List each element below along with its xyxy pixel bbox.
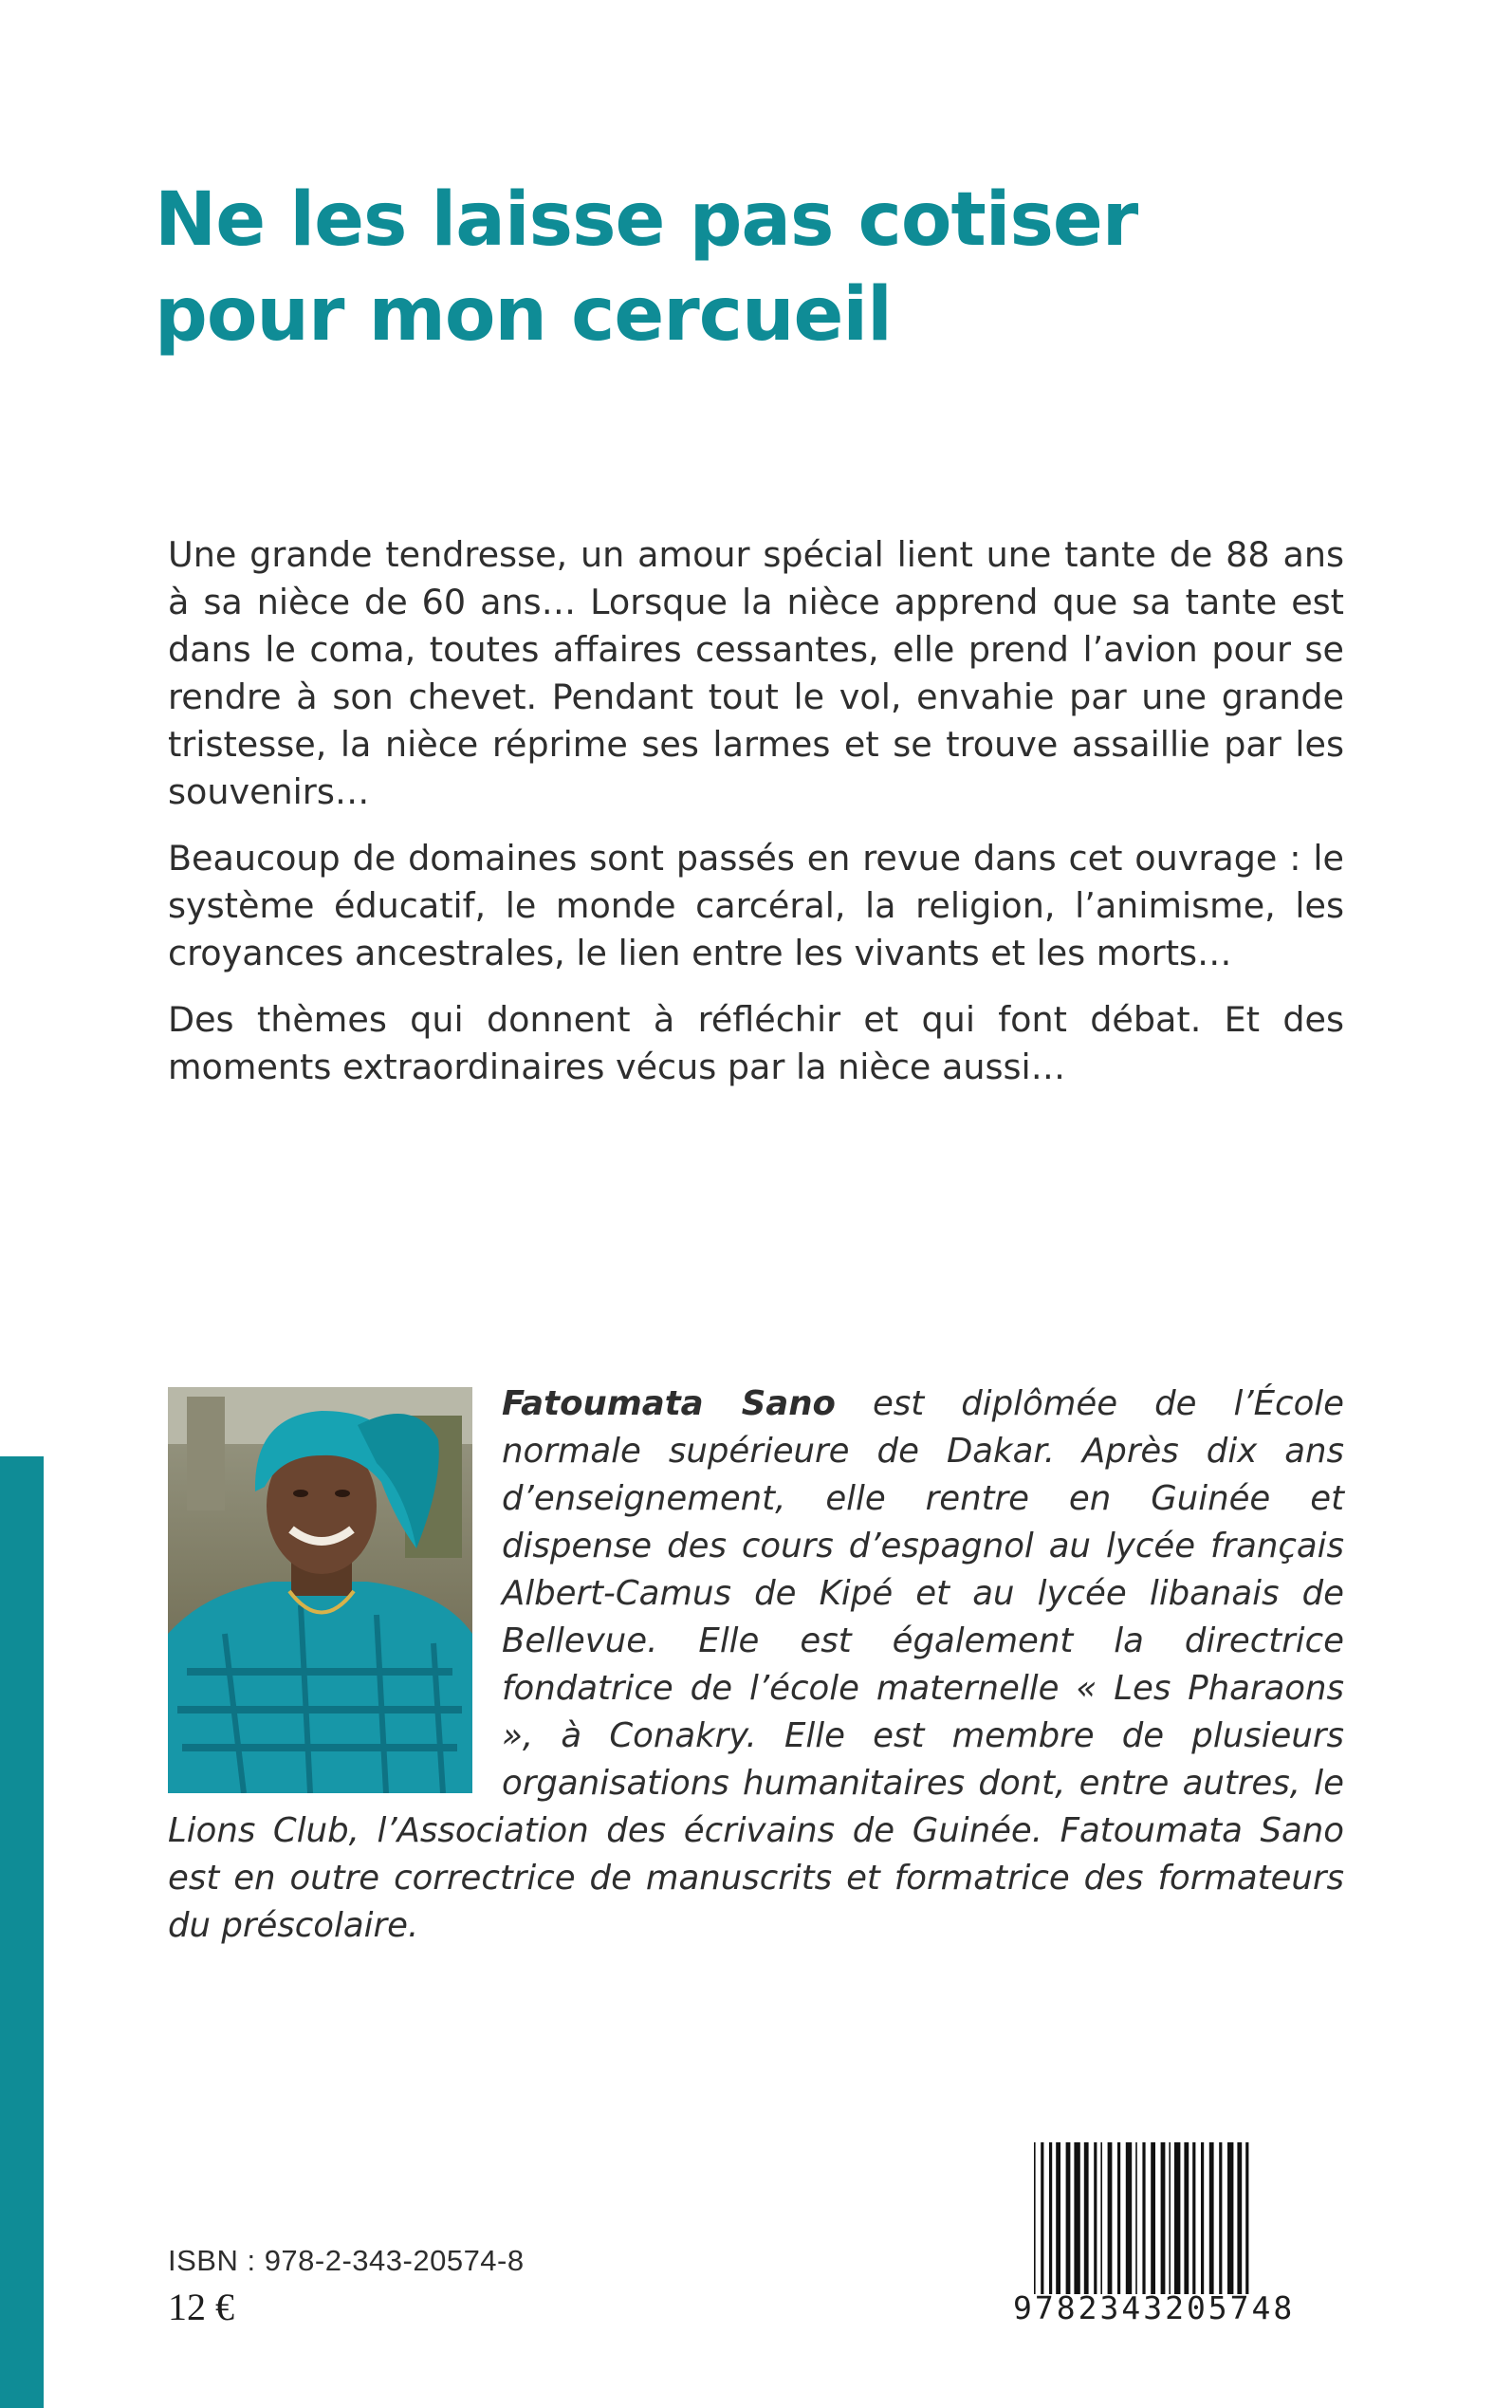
back-cover-blurb <box>168 531 1344 1110</box>
book-title-line-1: Ne les laisse pas cotiser <box>155 177 1138 263</box>
barcode-bar <box>1066 2142 1071 2294</box>
barcode-bar <box>1117 2142 1120 2294</box>
barcode-bar <box>1084 2142 1089 2294</box>
barcode-bar <box>1174 2142 1180 2294</box>
barcode-bar <box>1209 2142 1214 2294</box>
isbn: ISBN : 978-2-343-20574-8 <box>168 2244 525 2277</box>
book-title-line-2: pour mon cercueil <box>155 272 892 358</box>
barcode-digits: 9782343205748 <box>1013 2289 1296 2326</box>
barcode-bar <box>1135 2142 1137 2294</box>
blurb-paragraph-2: Beaucoup de domaines sont passés en revue dans cet ouvrage : le système éducatif, le monde carcéral, la religion, l’animisme, les croyances ancestrales, le lien entre les vivants et les morts… <box>168 838 1344 973</box>
barcode-bar <box>1192 2142 1195 2294</box>
price: 12 € <box>168 2286 234 2328</box>
barcode-bar <box>1041 2142 1043 2294</box>
barcode-bar <box>1034 2142 1036 2294</box>
barcode-bar <box>1094 2142 1097 2294</box>
barcode-bar <box>1074 2142 1079 2294</box>
author-name: Fatoumata Sano <box>502 1384 836 1423</box>
barcode-bar <box>1169 2142 1171 2294</box>
barcode-bar <box>1227 2142 1233 2294</box>
barcode-bar <box>1184 2142 1189 2294</box>
barcode-bar <box>1056 2142 1060 2294</box>
author-bio-text: est diplômée de l’École normale supérieure de Dakar. Après dix ans d’enseignement, elle rentre en Guinée et dispense des cours d’espagnol au lycée français Albert-Camus de Kipé et au lycée libanais de Bellevue. Elle est également la directrice fondatrice de l’école maternelle « Les Pharaons », à Conakry. Elle est membre de plusieurs organisations humanitaires dont, entre autres, le Lions Club, l’Association des écrivains de Guinée. Fatoumata Sano est en outre correctrice de manuscrits et formatrice des formateurs du préscolaire. <box>168 1384 1344 1945</box>
barcode-bar <box>1237 2142 1242 2294</box>
barcode-bar <box>1245 2142 1248 2294</box>
barcode-bar <box>1126 2142 1132 2294</box>
barcode-bar <box>1100 2142 1102 2294</box>
barcode <box>1032 2142 1345 2294</box>
book-title <box>155 173 1340 362</box>
barcode-bar <box>1142 2142 1145 2294</box>
blurb-paragraph-1: Une grande tendresse, un amour spécial lient une tante de 88 ans à sa nièce de 60 ans… Lorsque la nièce apprend que sa tante est dans le coma, toutes affaires cessantes, elle prend l’avion pour se rendre à son chevet. Pendant tout le vol, envahie par une grande tristesse, la nièce réprime ses larmes et se trouve assaillie par les souvenirs… <box>168 534 1344 812</box>
author-bio <box>168 1380 1344 1950</box>
barcode-bar <box>1108 2142 1113 2294</box>
barcode-bar <box>1219 2142 1222 2294</box>
barcode-bar <box>1049 2142 1052 2294</box>
blurb-paragraph-3: Des thèmes qui donnent à réfléchir et qui font débat. Et des moments extraordinaires vécus par la nièce aussi… <box>168 999 1344 1087</box>
barcode-bar <box>1161 2142 1166 2294</box>
teal-side-bar <box>0 1456 44 2408</box>
barcode-bar <box>1151 2142 1155 2294</box>
barcode-bar <box>1201 2142 1204 2294</box>
